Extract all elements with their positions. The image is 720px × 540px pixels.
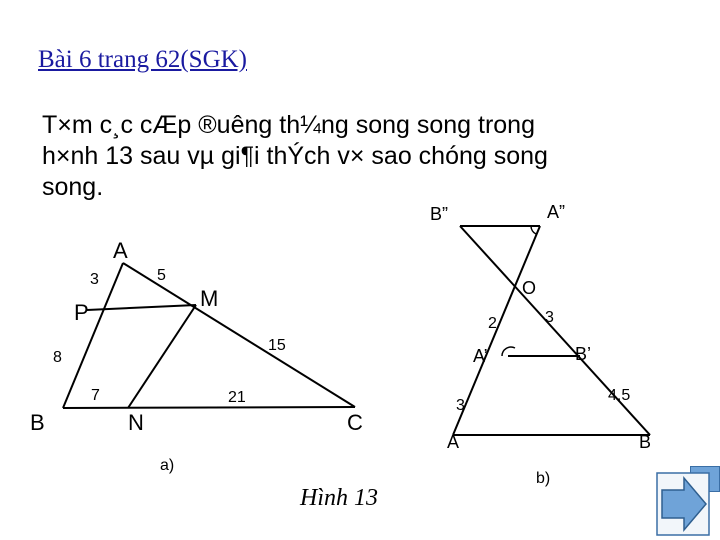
vertex-c-label: C (347, 410, 363, 435)
vertex-a2-label: A” (547, 202, 565, 222)
vertex-a-label-b: A (447, 432, 460, 452)
measure-ap: 3 (90, 271, 99, 288)
right-arrow-icon[interactable] (656, 472, 710, 536)
measure-oa1: 2 (488, 315, 497, 332)
measure-bn: 7 (91, 387, 100, 404)
vertex-n-label: N (128, 410, 144, 435)
problem-line-3: song. (42, 173, 104, 201)
measure-bb1: 4,5 (608, 387, 631, 404)
measure-nc: 21 (228, 389, 246, 406)
problem-line-2: h×nh 13 sau vµ gi¶i thÝch v× sao chóng song (42, 142, 548, 170)
vertex-b-label-b: B (639, 432, 652, 452)
vertex-a1-label: A’ (473, 346, 488, 366)
side-ac (123, 263, 355, 407)
angle-mark-a2 (531, 226, 536, 234)
segment-pm (87, 305, 196, 310)
figure-caption: Hình 13 (300, 485, 378, 511)
figure-b-label: b) (536, 470, 551, 487)
measure-aa1: 3 (456, 397, 465, 414)
segment-mn (128, 305, 196, 408)
measure-mc: 15 (268, 337, 286, 354)
angle-mark-a1 (502, 347, 515, 356)
vertex-a-label: A (113, 238, 128, 263)
vertex-b-label: B (30, 410, 45, 435)
problem-line-1: T×m c¸c cÆp ®uêng th¼ng song song trong (42, 111, 535, 139)
vertex-b2-label: B” (430, 204, 448, 224)
vertex-b1-label: B’ (575, 344, 592, 364)
vertex-p-label: P (74, 300, 89, 325)
vertex-o-label: O (522, 278, 537, 298)
measure-ob1: 3 (545, 309, 554, 326)
measure-pb: 8 (53, 349, 62, 366)
vertex-m-label: M (200, 286, 219, 311)
figure-a-label: a) (160, 457, 175, 474)
page-title: Bài 6 trang 62(SGK) (38, 46, 247, 73)
figure-a (63, 263, 355, 408)
side-bc (63, 407, 355, 408)
measure-am: 5 (157, 267, 166, 284)
